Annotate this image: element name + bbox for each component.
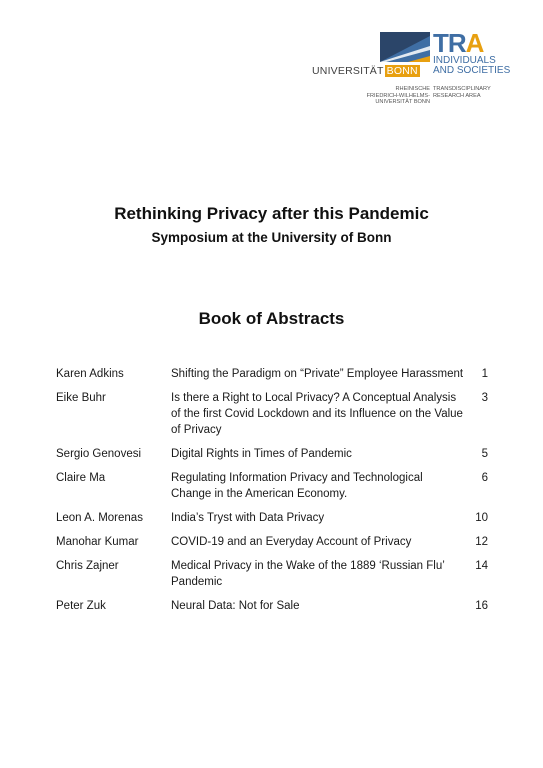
toc-author: Leon A. Morenas — [56, 512, 143, 524]
toc-row — [56, 598, 488, 614]
university-bonn-logo — [312, 30, 430, 110]
toc-author: Manohar Kumar — [56, 536, 139, 548]
tra-logo-accent: A — [465, 28, 484, 58]
toc-author: Sergio Genovesi — [56, 448, 142, 460]
toc-author: Claire Ma — [56, 472, 106, 484]
toc-abstract-title: Neural Data: Not for Sale — [171, 600, 300, 612]
university-name — [312, 65, 420, 77]
toc-page-number: 5 — [481, 448, 488, 460]
toc-row — [56, 470, 488, 502]
toc-page-number: 12 — [475, 536, 488, 548]
document-title: Rethinking Privacy after this Pandemic — [114, 204, 429, 223]
tra-logo-main: TR — [433, 28, 466, 58]
toc-page-number: 3 — [481, 392, 488, 404]
toc-row — [56, 390, 488, 438]
toc-author: Karen Adkins — [56, 368, 124, 380]
toc-page-number: 6 — [481, 472, 488, 484]
toc-author: Chris Zajner — [56, 560, 119, 572]
tra-name: INDIVIDUALS AND SOCIETIES — [433, 55, 511, 76]
tra-logo — [433, 30, 523, 110]
toc-author: Eike Buhr — [56, 392, 106, 404]
document-subtitle: Symposium at the University of Bonn — [151, 230, 392, 245]
toc-page-number: 16 — [475, 600, 488, 612]
toc-row — [56, 534, 488, 550]
toc-row — [56, 558, 488, 590]
table-of-contents — [56, 366, 488, 622]
toc-abstract-title: Regulating Information Privacy and Technological Change in the American Economy. — [171, 472, 423, 500]
toc-abstract-title: COVID-19 and an Everyday Account of Privacy — [171, 536, 412, 548]
university-bonn-emblem-icon — [380, 32, 430, 62]
tra-logo-letters — [433, 30, 483, 56]
university-name-text: UNIVERSITÄT — [312, 65, 384, 77]
toc-page-number: 14 — [475, 560, 488, 572]
toc-page-number: 1 — [481, 368, 488, 380]
logo-area — [312, 30, 522, 120]
toc-abstract-title: Digital Rights in Times of Pandemic — [171, 448, 352, 460]
book-title: Book of Abstracts — [198, 309, 345, 328]
university-name-highlight: BONN — [386, 65, 418, 77]
toc-row — [56, 446, 488, 462]
toc-abstract-title: Is there a Right to Local Privacy? A Conceptual Analysis of the first Covid Lockdown and its Influence on the Value of Privacy — [171, 392, 463, 436]
toc-page-number: 10 — [475, 512, 488, 524]
tra-subtitle: TRANSDISCIPLINARY RESEARCH AREA — [433, 86, 491, 99]
toc-author: Peter Zuk — [56, 600, 106, 612]
toc-row — [56, 510, 488, 526]
toc-abstract-title: Shifting the Paradigm on “Private” Employee Harassment — [171, 368, 464, 380]
university-subtitle: RHEINISCHE FRIEDRICH-WILHELMS- UNIVERSITÄT BONN — [366, 86, 430, 106]
toc-abstract-title: Medical Privacy in the Wake of the 1889 ‘Russian Flu’ Pandemic — [171, 560, 445, 588]
toc-row — [56, 366, 488, 382]
toc-abstract-title: India’s Tryst with Data Privacy — [171, 512, 325, 524]
